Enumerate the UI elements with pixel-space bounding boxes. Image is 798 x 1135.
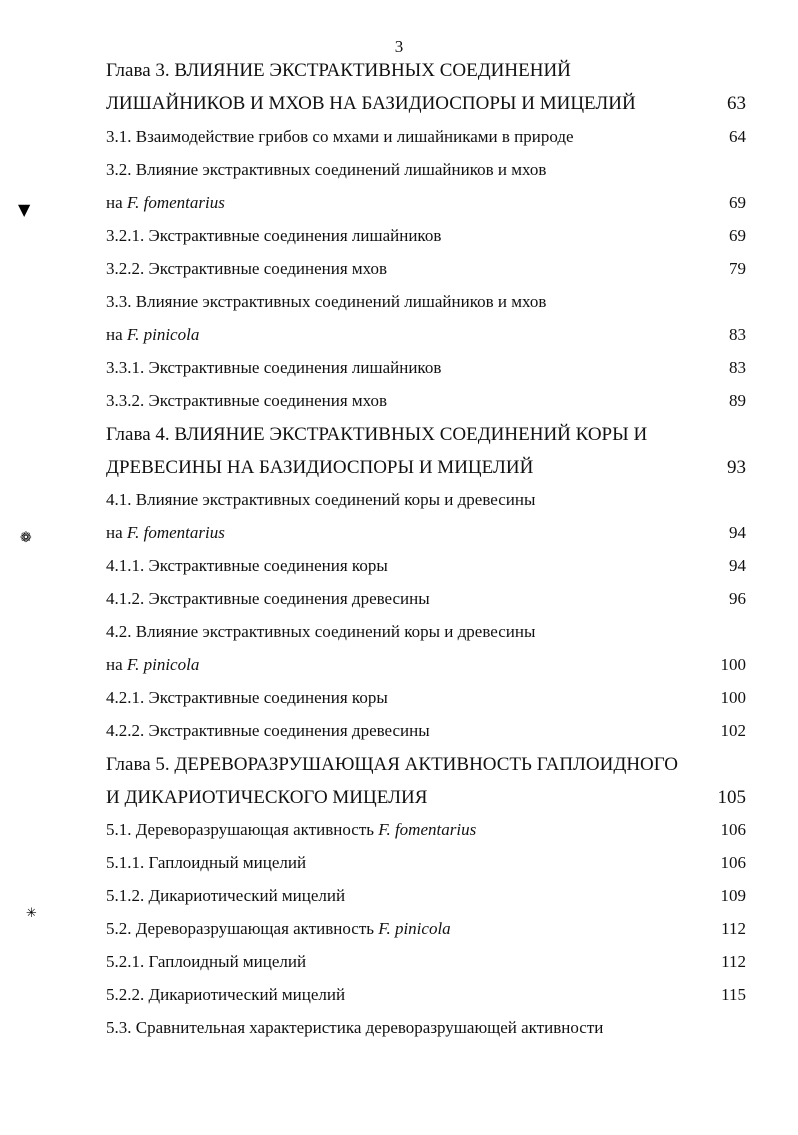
toc-entry-title	[106, 985, 345, 1005]
toc-entry-species-name: F. fomentarius	[126, 193, 225, 212]
toc-section-line	[106, 622, 746, 652]
toc-entry-text: Глава 3. ВЛИЯНИЕ ЭКСТРАКТИВНЫХ СОЕДИНЕНИЙ	[106, 60, 571, 81]
toc-entry-text: 3.3.1. Экстрактивные соединения лишайников	[106, 358, 442, 377]
toc-page-number: 64	[729, 127, 746, 146]
toc-section-line	[106, 721, 746, 751]
toc-entry-title	[106, 820, 476, 840]
toc-chapter-line	[106, 93, 746, 123]
toc-entry-title	[106, 1018, 603, 1038]
toc-entry-title	[106, 358, 441, 378]
toc-page-number: 112	[721, 919, 746, 938]
toc-page-number: 83	[729, 358, 746, 377]
toc-entry-text: 3.3. Влияние экстрактивных соединений лишайников и мхов	[106, 292, 547, 311]
toc-chapter-line	[106, 60, 746, 90]
toc-page-number: 96	[729, 589, 746, 608]
toc-entry-text: 3.2. Влияние экстрактивных соединений лишайников и мхов	[106, 160, 547, 179]
toc-entry-text: на	[106, 523, 127, 542]
scan-artifact-mark: ✳	[26, 906, 37, 921]
toc-section-line	[106, 589, 746, 619]
toc-section-line	[106, 1018, 746, 1048]
toc-section-line	[106, 655, 746, 685]
toc-entry-text: 5.1. Дереворазрушающая активность	[106, 820, 379, 839]
toc-entry-species-name: F. fomentarius	[378, 820, 477, 839]
toc-page-number: 102	[720, 721, 746, 740]
toc-section-line	[106, 325, 746, 355]
toc-entry-title	[106, 655, 199, 675]
toc-page-number: 69	[729, 226, 746, 245]
toc-section-line	[106, 358, 746, 388]
toc-entry-text: на	[106, 655, 127, 674]
toc-section-line	[106, 523, 746, 553]
toc-page-number: 115	[721, 985, 746, 1004]
toc-entry-species-name: F. pinicola	[126, 655, 200, 674]
toc-entry-title	[106, 490, 535, 510]
toc-entry-text: 5.2. Дереворазрушающая активность	[106, 919, 379, 938]
toc-page-number: 106	[720, 853, 746, 872]
toc-entry-title	[106, 292, 546, 312]
toc-page-number: 89	[729, 391, 746, 410]
toc-entry-title	[106, 754, 678, 776]
toc-section-line	[106, 127, 746, 157]
toc-entry-text: 5.2.2. Дикариотический мицелий	[106, 985, 346, 1004]
toc-entry-text: Глава 4. ВЛИЯНИЕ ЭКСТРАКТИВНЫХ СОЕДИНЕНИЙ КОРЫ И	[106, 424, 648, 445]
toc-entry-text: 3.2.2. Экстрактивные соединения мхов	[106, 259, 388, 278]
toc-entry-title	[106, 457, 533, 479]
toc-section-line	[106, 490, 746, 520]
toc-entry-text: 4.2.1. Экстрактивные соединения коры	[106, 688, 388, 707]
toc-entry-text: 3.3.2. Экстрактивные соединения мхов	[106, 391, 388, 410]
toc-entry-title	[106, 853, 306, 873]
toc-section-line	[106, 226, 746, 256]
toc-page-number: 100	[720, 655, 746, 674]
toc-entry-text: 3.1. Взаимодействие грибов со мхами и лишайниками в природе	[106, 127, 574, 146]
toc-entry-title	[106, 325, 199, 345]
toc-section-line	[106, 259, 746, 289]
toc-section-line	[106, 688, 746, 718]
toc-entry-title	[106, 787, 427, 809]
toc-section-line	[106, 985, 746, 1015]
toc-section-line	[106, 391, 746, 421]
toc-section-line	[106, 952, 746, 982]
toc-entry-title	[106, 93, 636, 115]
toc-entry-text: 5.1.2. Дикариотический мицелий	[106, 886, 346, 905]
toc-entry-text: 4.1.2. Экстрактивные соединения древесины	[106, 589, 430, 608]
toc-entry-text: 5.2.1. Гаплоидный мицелий	[106, 952, 307, 971]
toc-entry-title	[106, 622, 535, 642]
toc-entry-text: 3.2.1. Экстрактивные соединения лишайников	[106, 226, 442, 245]
toc-section-line	[106, 292, 746, 322]
toc-page-number: 112	[721, 952, 746, 971]
toc-entry-title	[106, 60, 571, 82]
toc-entry-text: Глава 5. ДЕРЕВОРАЗРУШАЮЩАЯ АКТИВНОСТЬ ГАПЛОИДНОГО	[106, 754, 679, 775]
toc-entry-title	[106, 886, 345, 906]
toc-entry-title	[106, 226, 441, 246]
toc-entry-text: на	[106, 325, 127, 344]
toc-entry-species-name: F. fomentarius	[126, 523, 225, 542]
toc-entry-text: на	[106, 193, 127, 212]
toc-page-number: 93	[727, 457, 746, 478]
toc-page-number: 94	[729, 523, 746, 542]
toc-section-line	[106, 193, 746, 223]
toc-entry-species-name: F. pinicola	[378, 919, 451, 938]
toc-page-number: 79	[729, 259, 746, 278]
toc-entry-title	[106, 688, 388, 708]
toc-entry-text: И ДИКАРИОТИЧЕСКОГО МИЦЕЛИЯ	[106, 787, 428, 808]
toc-entry-title	[106, 589, 430, 609]
toc-entry-text: 5.1.1. Гаплоидный мицелий	[106, 853, 307, 872]
toc-page-number: 69	[729, 193, 746, 212]
toc-page-number: 106	[720, 820, 746, 839]
toc-entry-text: ДРЕВЕСИНЫ НА БАЗИДИОСПОРЫ И МИЦЕЛИЙ	[106, 457, 534, 478]
toc-entry-title	[106, 919, 451, 939]
toc-entry-title	[106, 721, 430, 741]
toc-chapter-line	[106, 754, 746, 784]
toc-entry-title	[106, 952, 306, 972]
toc-page-number: 105	[717, 787, 746, 808]
page-number: 3	[394, 37, 404, 56]
toc-entry-text: 5.3. Сравнительная характеристика дереворазрушающей активности	[106, 1018, 604, 1037]
toc-entry-species-name: F. pinicola	[126, 325, 200, 344]
toc-entry-title	[106, 523, 225, 543]
toc-chapter-line	[106, 457, 746, 487]
toc-entry-text: 4.2. Влияние экстрактивных соединений коры и древесины	[106, 622, 536, 641]
toc-entry-title	[106, 391, 387, 411]
toc-entry-title	[106, 127, 574, 147]
toc-entry-text: 4.1. Влияние экстрактивных соединений коры и древесины	[106, 490, 536, 509]
toc-page-number: 63	[727, 93, 746, 114]
toc-section-line	[106, 160, 746, 190]
toc-page-number: 100	[720, 688, 746, 707]
toc-entry-title	[106, 259, 387, 279]
scan-artifact-mark: ▼	[18, 200, 31, 219]
toc-entry-text: 4.2.2. Экстрактивные соединения древесины	[106, 721, 430, 740]
toc-page-number: 83	[729, 325, 746, 344]
toc-chapter-line	[106, 424, 746, 454]
toc-entry-title	[106, 160, 546, 180]
toc-entry-title	[106, 193, 225, 213]
toc-section-line	[106, 919, 746, 949]
toc-section-line	[106, 820, 746, 850]
toc-page-number: 109	[720, 886, 746, 905]
toc-page-number: 94	[729, 556, 746, 575]
toc-section-line	[106, 556, 746, 586]
toc-section-line	[106, 886, 746, 916]
toc-entry-title	[106, 424, 647, 446]
scan-artifact-mark: ❁	[20, 530, 32, 546]
toc-entry-text: 4.1.1. Экстрактивные соединения коры	[106, 556, 388, 575]
toc-chapter-line	[106, 787, 746, 817]
toc-entry-text: ЛИШАЙНИКОВ И МХОВ НА БАЗИДИОСПОРЫ И МИЦЕЛИЙ	[106, 93, 636, 114]
toc-section-line	[106, 853, 746, 883]
toc-entry-title	[106, 556, 388, 576]
